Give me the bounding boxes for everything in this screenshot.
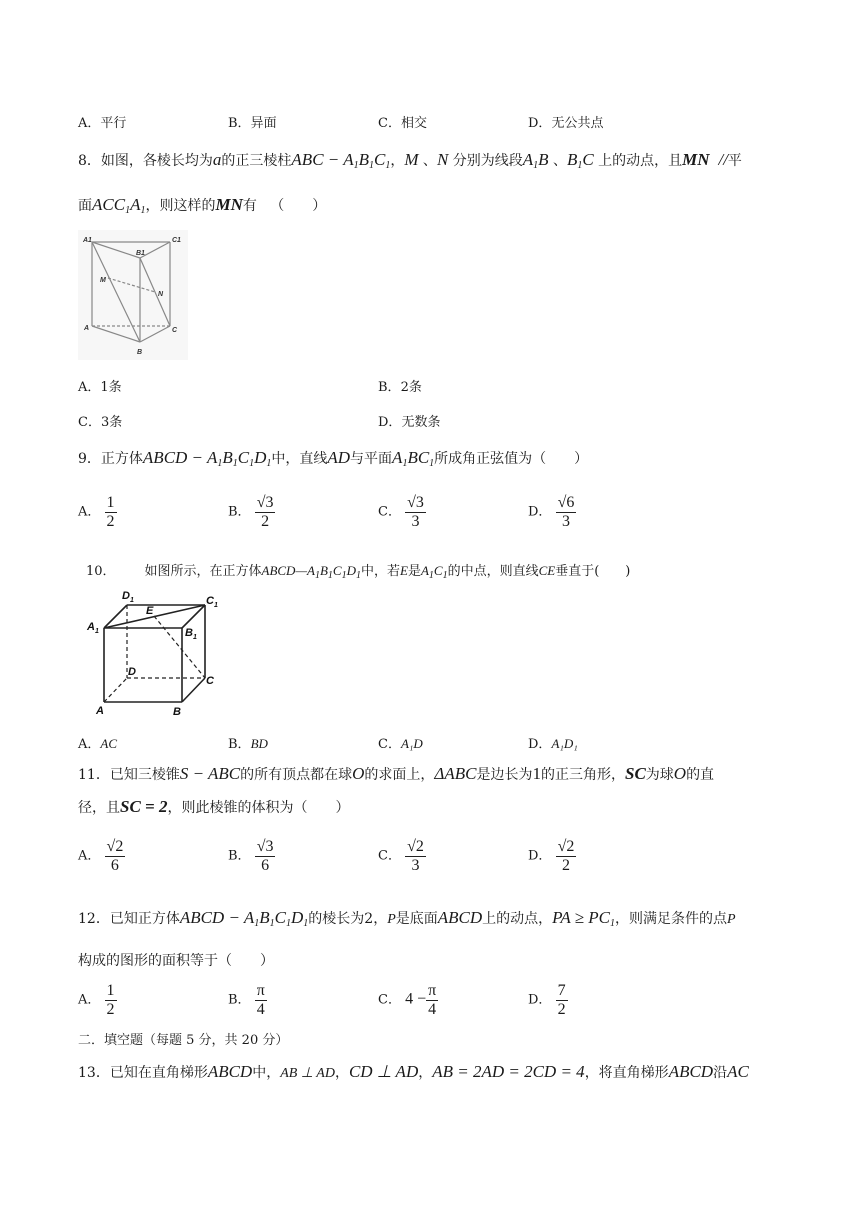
q12-stem-line1: 12．已知正方体ABCD − $A_1B_1C_1D_1$的棱长为2，P是底面ABCD上的动点，PA ≥ $PC_1$，则满足条件的点P (78, 908, 736, 929)
q8-prism-figure (78, 230, 188, 360)
q9-option-b: B． $\frac{√3}{2}$ (228, 494, 274, 530)
q8-option-a: A．1条 (78, 380, 122, 395)
q8-stem-line1: 8．如图，各棱长均为a的正三棱柱ABC − $A_1B_1C_1$，M 、N 分别为线段$A_1B$ 、$B_1C$ 上的动点，且MN //平 (78, 150, 742, 171)
q10-fig-label-a1: $A_1$ (87, 621, 99, 635)
q10-stem: 10． 如图所示，在正方体$ABCD—A_1B_1C_1D_1$中，若E是$A_1C_1$的中点，则直线CE垂直于( ) (86, 563, 631, 581)
q10-option-d: D．A₁D₁ (528, 736, 578, 752)
q10-fig-label-a: A (96, 705, 104, 717)
q8-option-d: D．无数条 (378, 415, 441, 430)
q11-option-d: D． $\frac{√2}{2}$ (528, 838, 575, 874)
q10-option-a: A．AC (78, 736, 118, 752)
q8-fig-label-b1: B1 (136, 250, 145, 257)
q7-option-b: B．异面 (228, 116, 277, 131)
q7-option-a: A．平行 (78, 116, 127, 131)
q7-option-c: C．相交 (378, 116, 427, 131)
q10-fig-label-d1: $D_1$ (122, 590, 134, 604)
q12-stem-line2: 构成的图形的面积等于（ ） (78, 953, 274, 969)
q10-fig-label-c: C (206, 675, 214, 687)
q11-option-b: B． $\frac{√3}{6}$ (228, 838, 274, 874)
q9-stem: 9．正方体ABCD − $A_1B_1C_1D_1$中，直线AD与平面$A_1BC_1$所成角正弦值为（ ） (78, 448, 589, 469)
q10-option-c: C．A₁D (378, 736, 423, 752)
q10-fig-label-b1: $B_1$ (185, 627, 197, 641)
q8-fig-label-c1: C1 (172, 237, 181, 244)
q10-fig-label-c1: $C_1$ (206, 595, 218, 609)
q12-option-a: A． $\frac{1}{2}$ (78, 982, 115, 1018)
q8-stem-line2: 面$ACC_1A_1$，则这样的MN有 （ ） (78, 195, 327, 216)
q11-option-a: A． $\frac{√2}{6}$ (78, 838, 124, 874)
q11-stem-line2: 径，且SC = 2，则此棱锥的体积为（ ） (78, 797, 350, 816)
q9-option-d: D． $\frac{√6}{3}$ (528, 494, 575, 530)
q11-stem-line1: 11．已知三棱锥S − ABC的所有顶点都在球O的求面上，ΔABC是边长为1的正三角形，SC为球O的直 (78, 764, 715, 783)
q9-option-a: A． $\frac{1}{2}$ (78, 494, 115, 530)
q13-stem: 13．已知在直角梯形ABCD中，AB ⊥ AD，CD ⊥ AD，AB = 2AD = 2CD = 4，将直角梯形ABCD沿AC (78, 1062, 749, 1081)
q9-option-c: C． $\frac{√3}{3}$ (378, 494, 424, 530)
q8-fig-label-n: N (158, 291, 164, 298)
q8-fig-label-c: C (172, 327, 178, 334)
q8-fig-label-m: M (100, 277, 106, 284)
q8-fig-label-b: B (137, 349, 143, 356)
q7-option-d: D．无公共点 (528, 116, 604, 131)
q8-fig-label-a1: A1 (83, 237, 92, 244)
section2-title: 二．填空题（每题 5 分，共 20 分） (78, 1033, 289, 1048)
q10-fig-label-b: B (173, 706, 181, 718)
q8-option-b: B．2条 (378, 380, 422, 395)
q10-fig-label-d: D (128, 666, 136, 678)
q10-fig-label-e: E (146, 605, 154, 617)
q11-option-c: C． $\frac{√2}{3}$ (378, 838, 424, 874)
q10-cube-figure (84, 586, 234, 718)
q10-option-b: B．BD (228, 736, 268, 752)
q12-option-d: D． $\frac{7}{2}$ (528, 982, 566, 1018)
q8-fig-label-a: A (84, 325, 90, 332)
q12-option-c: C． 4 − $\frac{\pi}{4}$ (378, 982, 437, 1018)
q12-option-b: B． $\frac{\pi}{4}$ (228, 982, 265, 1018)
q8-option-c: C．3条 (78, 415, 123, 430)
